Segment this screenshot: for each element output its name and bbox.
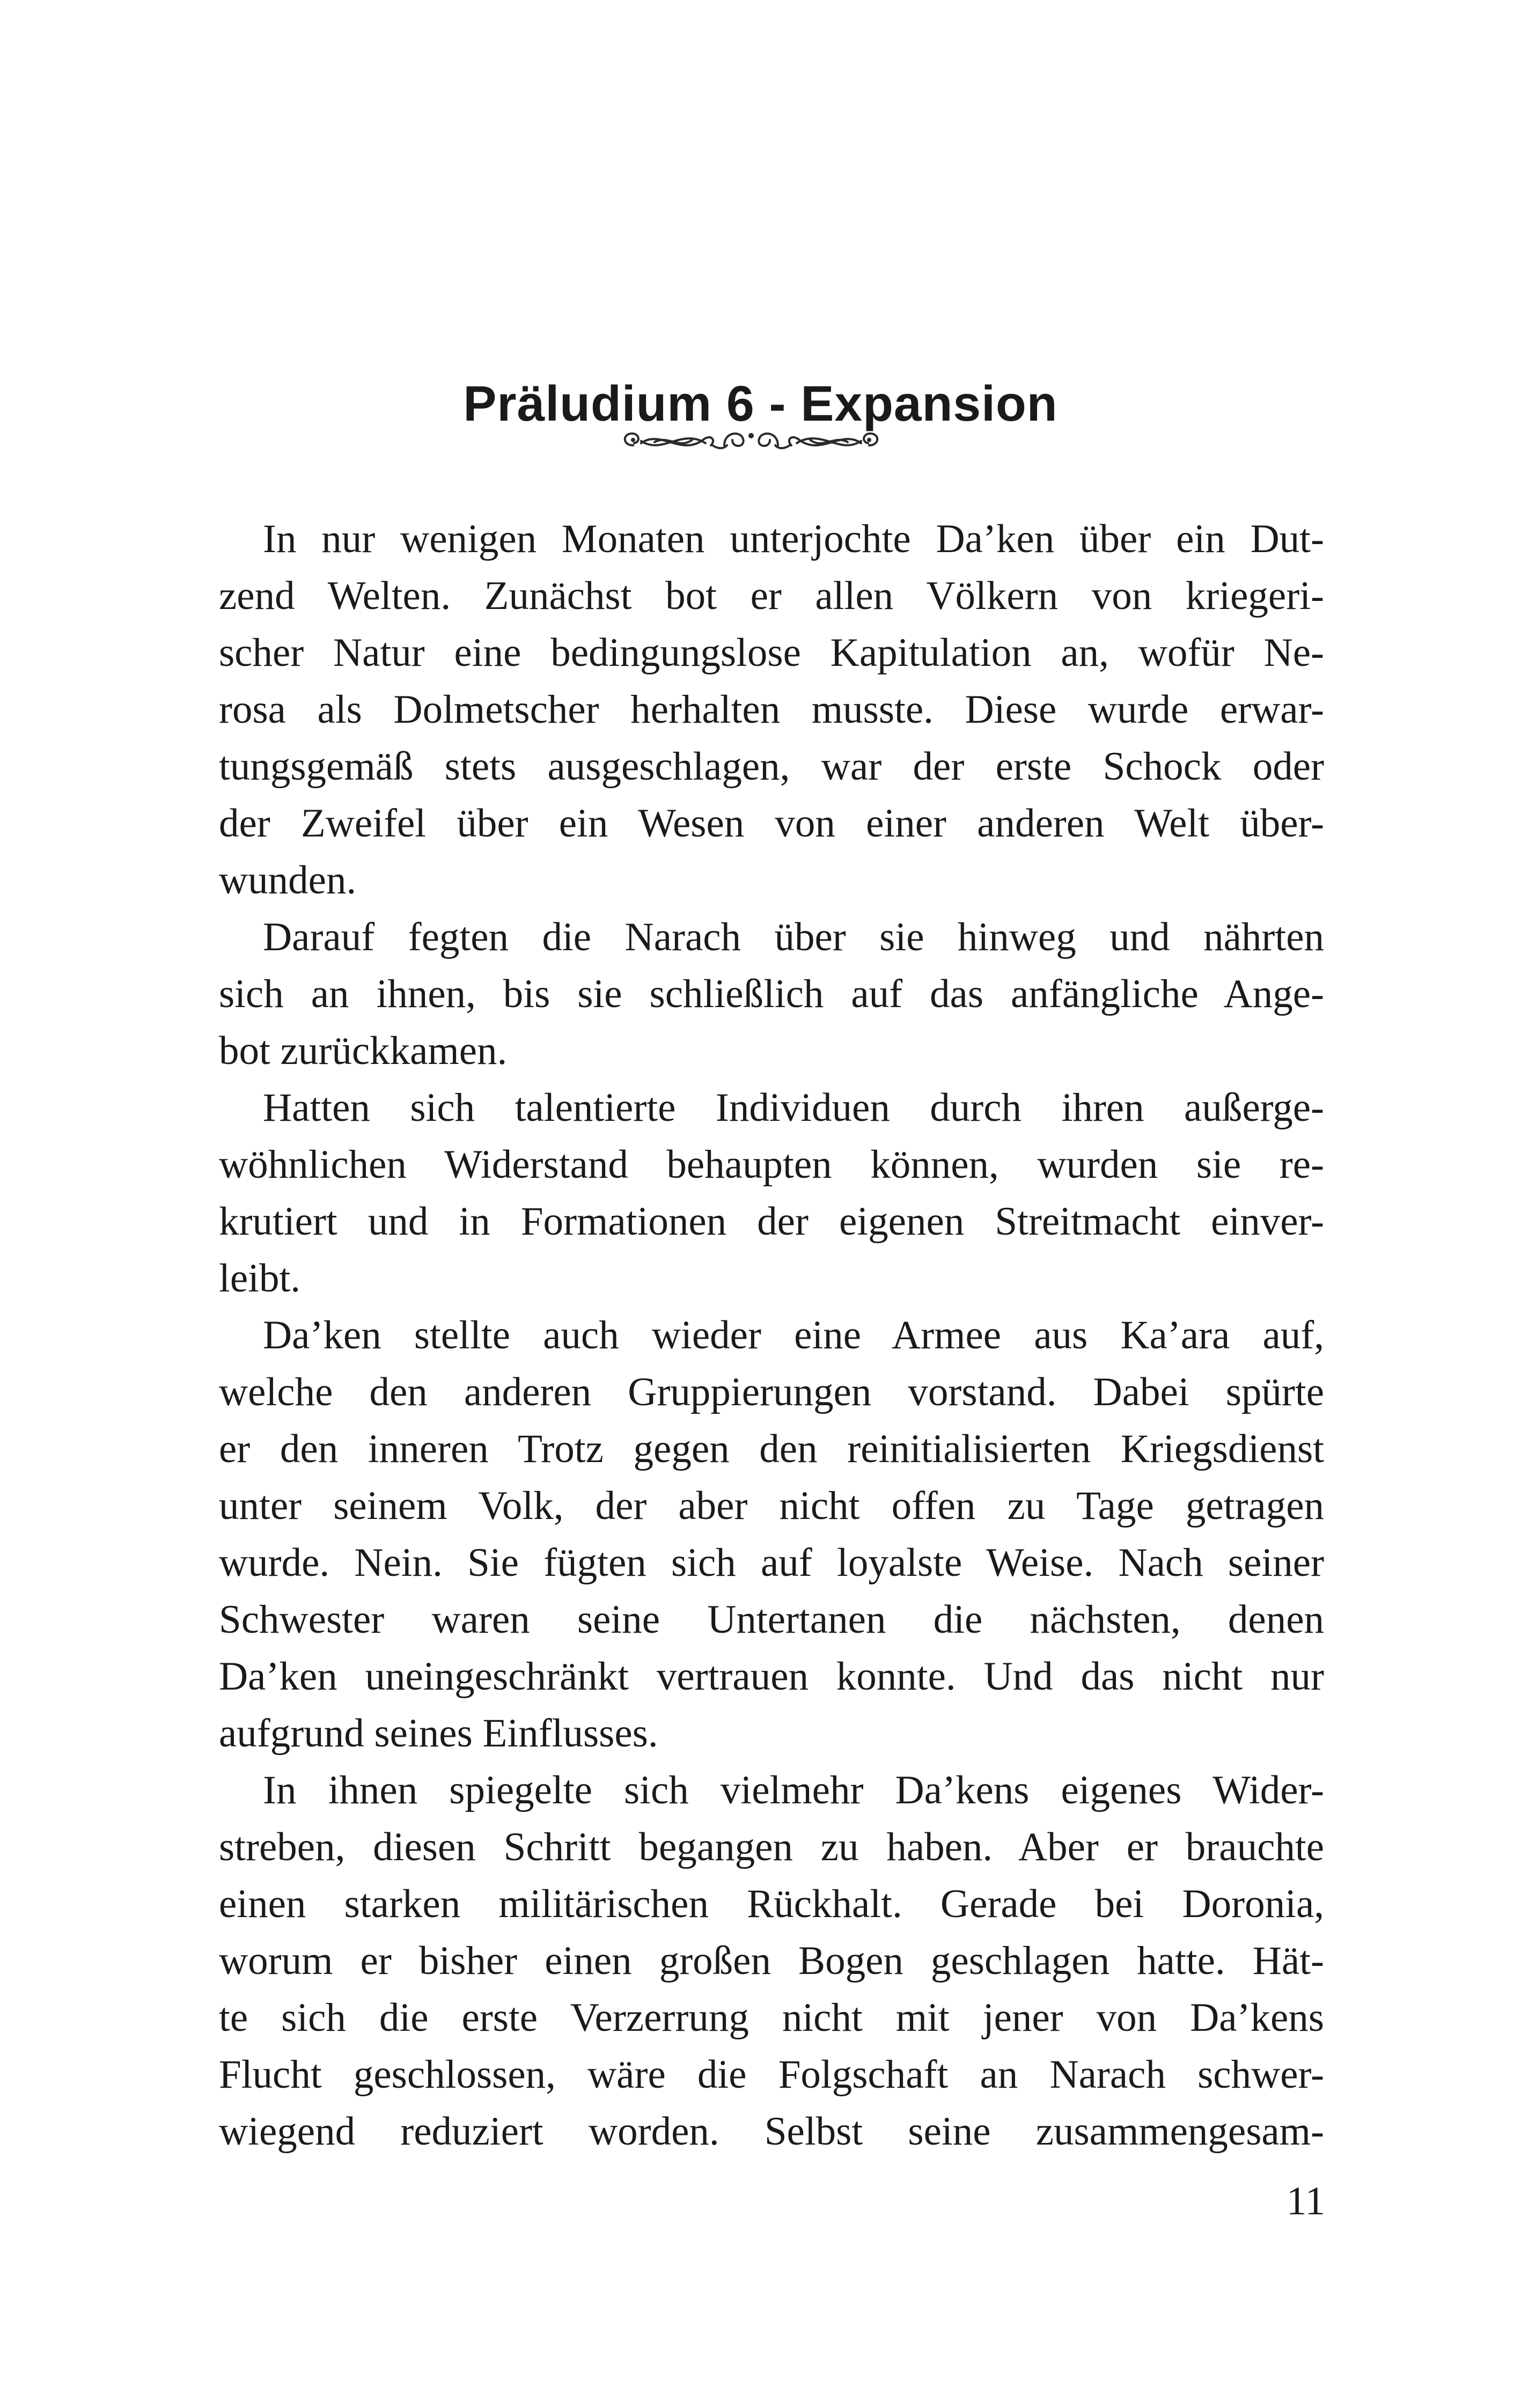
text-line: Hatten sich talentierte Individuen durch ihren außerge- bbox=[263, 1085, 1324, 1130]
chapter-title: Präludium 6 - Expansion bbox=[463, 376, 1058, 432]
paragraph bbox=[219, 909, 1324, 1080]
text-line: unter seinem Volk, der aber nicht offen zu Tage getragen bbox=[219, 1484, 1324, 1528]
text-line: welche den anderen Gruppierungen vorstand. Dabei spürte bbox=[219, 1370, 1324, 1414]
text-line: der Zweifel über ein Wesen von einer anderen Welt über- bbox=[219, 801, 1324, 846]
text-line: einen starken militärischen Rückhalt. Gerade bei Doronia, bbox=[219, 1882, 1324, 1926]
text-line: bot zurückkamen. bbox=[219, 1029, 508, 1073]
text-line: In nur wenigen Monaten unterjochte Da’ken über ein Dut- bbox=[263, 517, 1324, 561]
text-line: worum er bisher einen großen Bogen geschlagen hatte. Hät- bbox=[219, 1939, 1324, 1983]
text-line: streben, diesen Schritt begangen zu haben. Aber er brauchte bbox=[219, 1825, 1324, 1869]
paragraph bbox=[219, 511, 1324, 909]
chapter-body bbox=[219, 511, 1324, 2160]
page-number: 11 bbox=[1286, 2179, 1325, 2223]
text-line: Flucht geschlossen, wäre die Folgschaft an Narach schwer- bbox=[219, 2052, 1324, 2097]
text-line: sich an ihnen, bis sie schließlich auf das anfängliche Ange- bbox=[219, 972, 1324, 1016]
text-line: Da’ken stellte auch wieder eine Armee aus Ka’ara auf, bbox=[263, 1313, 1324, 1357]
text-line: krutiert und in Formationen der eigenen Streitmacht einver- bbox=[219, 1199, 1324, 1244]
text-line: tungsgemäß stets ausgeschlagen, war der erste Schock oder bbox=[219, 744, 1324, 789]
text-line: wiegend reduziert worden. Selbst seine zusammengesam- bbox=[219, 2109, 1324, 2154]
text-line: Da’ken uneingeschränkt vertrauen konnte. Und das nicht nur bbox=[219, 1654, 1324, 1699]
paragraph bbox=[219, 1762, 1324, 2160]
text-line: er den inneren Trotz gegen den reinitialisierten Kriegsdienst bbox=[219, 1427, 1324, 1471]
text-line: wurde. Nein. Sie fügten sich auf loyalste Weise. Nach seiner bbox=[219, 1540, 1324, 1585]
scroll-flourish-divider-icon bbox=[617, 424, 885, 461]
text-line: scher Natur eine bedingungslose Kapitulation an, wofür Ne- bbox=[219, 630, 1324, 675]
paragraph bbox=[219, 1080, 1324, 1307]
text-line: wunden. bbox=[219, 858, 357, 902]
text-line: Darauf fegten die Narach über sie hinweg und nährten bbox=[263, 915, 1324, 959]
text-line: wöhnlichen Widerstand behaupten können, wurden sie re- bbox=[219, 1142, 1324, 1187]
paragraph bbox=[219, 1307, 1324, 1762]
text-line: In ihnen spiegelte sich vielmehr Da’kens eigenes Wider- bbox=[263, 1768, 1324, 1812]
text-line: Schwester waren seine Untertanen die nächsten, denen bbox=[219, 1597, 1324, 1642]
text-line: te sich die erste Verzerrung nicht mit jener von Da’kens bbox=[219, 1995, 1324, 2040]
text-line: leibt. bbox=[219, 1256, 301, 1301]
text-line: zend Welten. Zunächst bot er allen Völkern von kriegeri- bbox=[219, 574, 1324, 618]
text-line: rosa als Dolmetscher herhalten musste. Diese wurde erwar- bbox=[219, 687, 1324, 732]
text-line: aufgrund seines Einflusses. bbox=[219, 1711, 658, 1756]
